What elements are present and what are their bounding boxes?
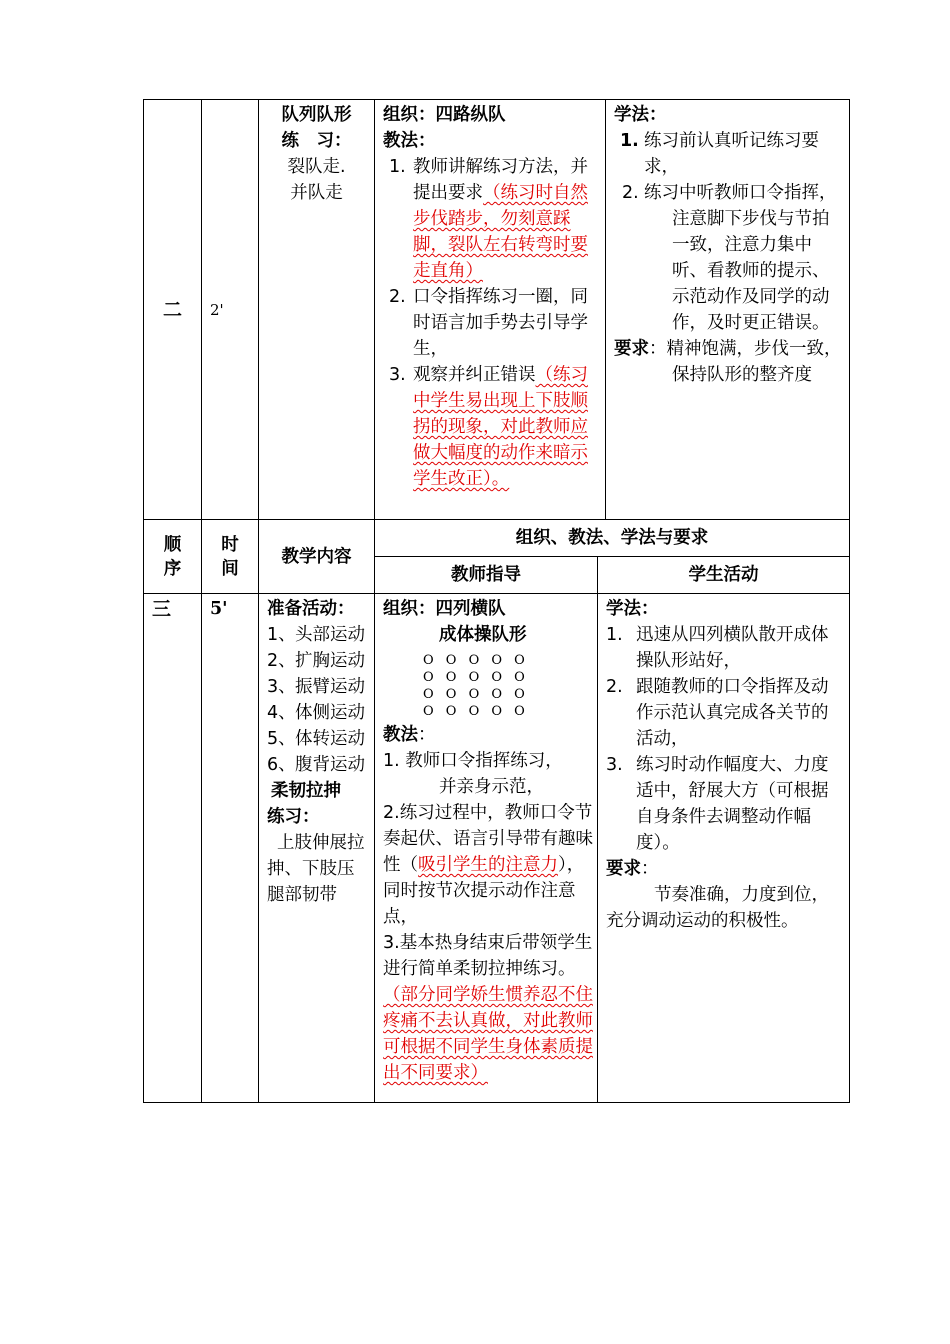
method-label: 教法：	[383, 725, 436, 745]
time-value: 2'	[210, 300, 224, 319]
requirement-label: 要求：	[606, 859, 659, 879]
list-item: 1. 练习前认真听记练习要求，	[620, 131, 819, 177]
content-title: 准备活动：	[267, 599, 355, 619]
requirement-text: 节奏准确，力度到位，充分调动运动的积极性。	[606, 885, 829, 931]
requirement: 要求：精神饱满，步伐一致，保持队形的整齐度	[614, 339, 842, 385]
student-list	[606, 622, 843, 856]
header-time: 时间	[202, 520, 259, 594]
formation-row: O O O O O	[423, 704, 529, 719]
student-cell	[606, 100, 850, 520]
content-title-2: 练 习：	[281, 131, 352, 151]
stretch-text: 上肢伸展拉抻、下肢压腿部韧带	[267, 833, 365, 905]
student-method-label: 学法：	[606, 599, 659, 619]
method-p3: 3.基本热身结束后带领学生进行简单柔韧拉抻练习。（部分同学娇生惯养忍不住疼痛不去认真做，对此教师可根据不同学生身体素质提出不同要求）	[383, 933, 593, 1083]
order-value: 二	[162, 298, 182, 321]
list-item: 2、 扩胸运动	[267, 651, 365, 671]
order-value: 三	[152, 598, 172, 620]
formation-row: O O O O O	[423, 653, 529, 668]
method-p2: 2.练习过程中，教师口令节奏起伏、语言引导带有趣味性（吸引学生的注意力），同时按节次提示动作注意点，	[383, 803, 593, 927]
stretch-title-2: 练习：	[267, 807, 320, 827]
order-cell	[144, 100, 202, 520]
time-cell	[202, 100, 259, 520]
org-sub: 成体操队形	[439, 625, 527, 645]
time-value: 5'	[210, 599, 228, 619]
content-cell	[259, 594, 375, 1103]
list-item: 1. 教师讲解练习方法，并提出要求（练习时自然步伐踏步，勿刻意踩脚，裂队左右转弯时要走直角）	[389, 157, 588, 281]
list-item: 3、 振臂运动	[267, 677, 365, 697]
org-label: 组织：四列横队	[383, 599, 506, 619]
content-cell	[259, 100, 375, 520]
list-item: 6、 腹背运动	[267, 755, 365, 775]
method-p1: 1. 教师口令指挥练习，	[383, 751, 563, 771]
formation-row: O O O O O	[423, 687, 529, 702]
header-order: 顺序	[144, 520, 202, 594]
method-label: 教法：	[383, 131, 436, 151]
content-item: 并队走	[290, 183, 343, 203]
student-list	[614, 128, 843, 336]
method-p1b: 并亲身示范，	[439, 777, 544, 797]
header-content: 教学内容	[259, 520, 375, 594]
list-item: 1. 迅速从四列横队散开成体操队形站好，	[606, 625, 829, 671]
formation-diagram	[383, 652, 593, 720]
teacher-cell	[375, 594, 598, 1103]
list-item: 4、 体侧运动	[267, 703, 365, 723]
formation-row: O O O O O	[423, 670, 529, 685]
header-teacher: 教师指导	[375, 557, 598, 594]
list-item: 1、 头部运动	[267, 625, 365, 645]
list-item: 5、 体转运动	[267, 729, 365, 749]
section-3-table	[143, 519, 850, 1103]
student-cell	[598, 594, 850, 1103]
list-item: 3. 练习时动作幅度大、力度适中，舒展大方（可根据自身条件去调整动作幅度）。	[606, 755, 829, 853]
teacher-list	[383, 154, 601, 492]
time-cell	[202, 594, 259, 1103]
stretch-title: 柔韧拉抻	[271, 781, 341, 801]
section-2-table	[143, 99, 850, 520]
header-student: 学生活动	[598, 557, 850, 594]
teacher-cell	[375, 100, 606, 520]
org-label: 组织：四路纵队	[383, 105, 506, 125]
list-item: 2. 跟随教师的口令指挥及动作示范认真完成各关节的活动，	[606, 677, 829, 749]
list-item: 3. 观察并纠正错误（练习中学生易出现上下肢顺拐的现象，对此教师应做大幅度的动作来暗示学生改正）。	[389, 365, 588, 489]
header-group: 组织、教法、学法与要求	[375, 520, 850, 557]
list-item: 2. 口令指挥练习一圈，同时语言加手势去引导学生，	[389, 287, 588, 359]
content-title: 队列队形	[281, 105, 352, 125]
student-method-label: 学法：	[614, 105, 667, 125]
list-item: 2. 练习中听教师口令指挥，注意脚下步伐与节拍一致，注意力集中听、看教师的提示、示范动作及同学的动作，及时更正错误。	[622, 183, 837, 333]
warmup-list	[267, 622, 370, 778]
content-item: 裂队走.	[287, 157, 346, 177]
order-cell	[144, 594, 202, 1103]
